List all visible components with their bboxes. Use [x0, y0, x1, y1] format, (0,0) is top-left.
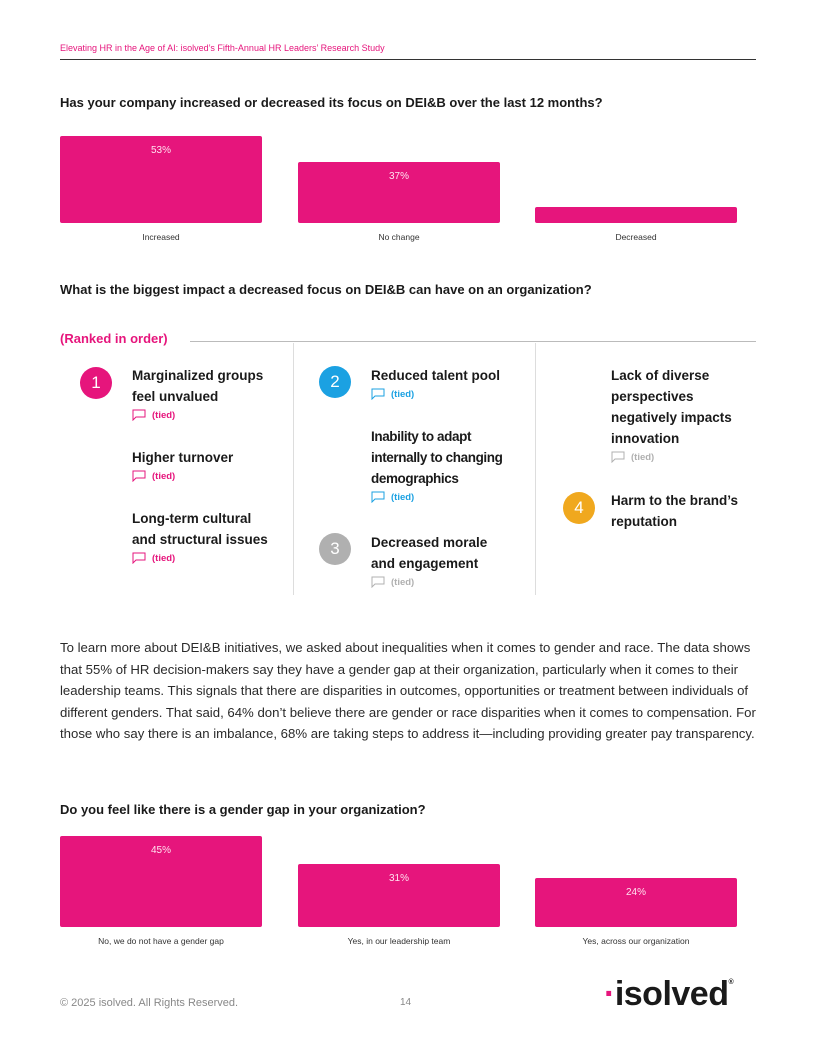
impact-item [132, 447, 282, 482]
tied-indicator [371, 388, 521, 400]
bar-category-label: Yes, in our leadership team [347, 936, 451, 946]
tied-indicator [371, 491, 521, 503]
impact-item [132, 508, 272, 564]
impact-item [371, 426, 521, 503]
bar-category-label: Yes, across our organization [582, 936, 690, 946]
column-divider [535, 343, 536, 595]
impact-item-title: Inability to adapt internally to changing demographics [371, 429, 503, 486]
flag-icon [132, 470, 146, 482]
impact-item [611, 365, 751, 463]
impact-item [132, 365, 282, 421]
isolved-logo: ·isolved® [604, 975, 734, 1013]
tied-label: (tied) [152, 409, 176, 421]
bar-column [60, 832, 262, 950]
focus-bar-chart [60, 120, 740, 250]
bar [298, 864, 500, 927]
impact-item [371, 365, 521, 400]
impact-item-title: Higher turnover [132, 450, 234, 465]
bar [60, 136, 262, 223]
bar-column [535, 120, 737, 246]
bar [60, 836, 262, 927]
bar-column [60, 120, 262, 246]
tied-indicator [611, 451, 751, 463]
tied-indicator [132, 470, 282, 482]
bar-value-label: 37% [388, 171, 409, 182]
impact-item-title: Long-term cultural and structural issues [132, 511, 268, 547]
bar-column [298, 832, 500, 950]
impact-item-title: Marginalized groups feel unvalued [132, 368, 264, 404]
tied-label: (tied) [152, 552, 176, 564]
tied-indicator [371, 576, 511, 588]
rank-1-badge: 1 [80, 367, 112, 399]
bar-category-label: No change [378, 232, 420, 242]
tied-label: (tied) [152, 470, 176, 482]
header-divider [60, 59, 756, 60]
bar [535, 878, 737, 927]
question-gender-gap: Do you feel like there is a gender gap in your organization? [60, 802, 426, 817]
body-paragraph: To learn more about DEI&B initiatives, we asked about inequalities when it comes to gender and race. The data shows that 55% of HR decision-makers say they have a gender gap at their organization, particularly when it comes to their leadership teams. This signals that there are disparities in outcomes, opportunities or treatment between individuals of different genders. That said, 64% don’t believe there are gender or race disparities when it comes to compensation. For those who say there is an imbalance, 68% are taking steps to address it—including providing greater pay transparency. [60, 640, 756, 741]
page-number: 14 [400, 997, 412, 1008]
flag-icon [132, 552, 146, 564]
rank-4-badge: 4 [563, 492, 595, 524]
bar-category-label: Decreased [615, 232, 657, 242]
tied-label: (tied) [391, 491, 415, 503]
impact-item-title: Harm to the brand’s reputation [611, 493, 739, 529]
ranked-divider [190, 341, 756, 342]
bar [535, 207, 737, 223]
question-impact: What is the biggest impact a decreased focus on DEI&B can have on an organization? [60, 282, 592, 297]
bar-column [298, 120, 500, 246]
header-title: Elevating HR in the Age of AI: isolved’s Fifth-Annual HR Leaders’ Research Study [60, 43, 385, 53]
flag-icon [371, 491, 385, 503]
column-divider [293, 343, 294, 595]
gender-gap-bar-chart [60, 832, 740, 952]
impact-item-title: Reduced talent pool [371, 368, 501, 383]
tied-indicator [132, 552, 272, 564]
flag-icon [132, 409, 146, 421]
footer-copyright: © 2025 isolved. All Rights Reserved. [60, 997, 239, 1009]
tied-label: (tied) [391, 388, 415, 400]
bar-value-label: 24% [625, 887, 646, 898]
bar-value-label: 31% [388, 873, 409, 884]
question-focus: Has your company increased or decreased its focus on DEI&B over the last 12 months? [60, 95, 603, 110]
impact-item-title: Decreased morale and engagement [371, 535, 488, 571]
impact-item-title: Lack of diverse perspectives negatively impacts innovation [611, 368, 732, 446]
tied-label: (tied) [391, 576, 415, 588]
flag-icon [611, 451, 625, 463]
bar-category-label: Increased [142, 232, 180, 242]
rank-3-badge: 3 [319, 533, 351, 565]
impact-item [371, 532, 511, 588]
ranked-label: (Ranked in order) [60, 331, 168, 346]
tied-indicator [132, 409, 282, 421]
impact-item [611, 490, 751, 532]
bar-category-label: No, we do not have a gender gap [98, 936, 224, 946]
flag-icon [371, 388, 385, 400]
tied-label: (tied) [631, 451, 655, 463]
rank-2-badge: 2 [319, 366, 351, 398]
logo-text: isolved [614, 975, 729, 1013]
bar-column [535, 832, 737, 950]
bar-value-label: 53% [150, 145, 171, 156]
bar [298, 162, 500, 223]
bar-value-label: 45% [150, 845, 171, 856]
flag-icon [371, 576, 385, 588]
